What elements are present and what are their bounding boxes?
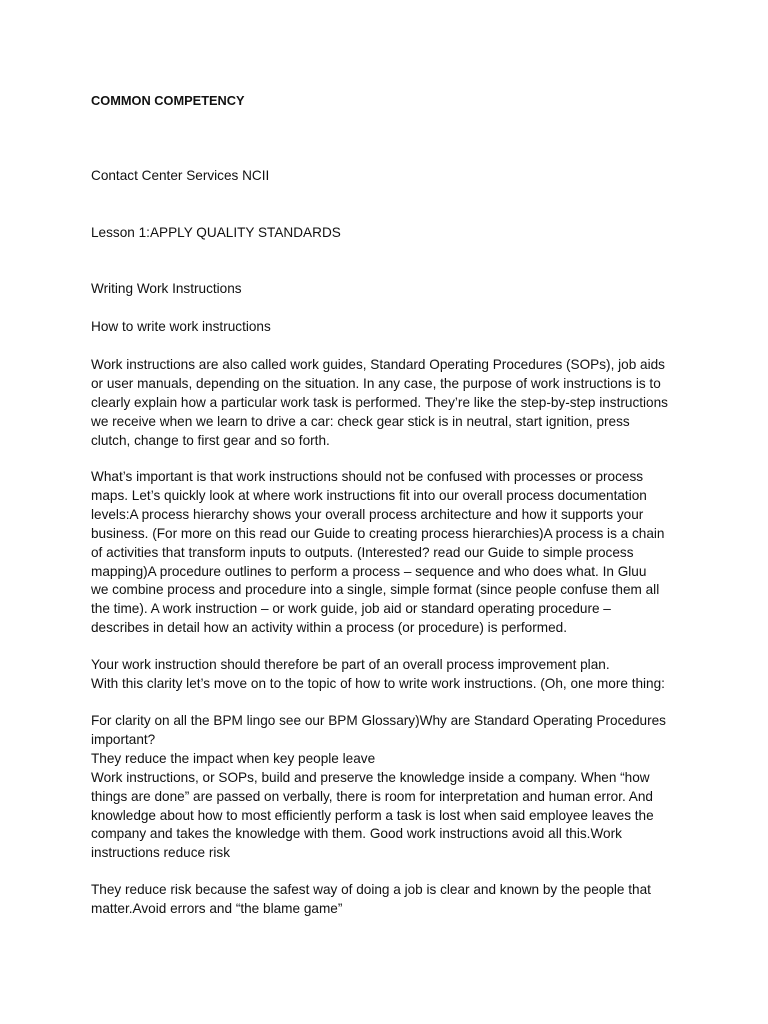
paragraph-line: Work instructions, or SOPs, build and preserve the knowledge inside a company. When “how <box>91 769 650 785</box>
subsection-title: How to write work instructions <box>91 319 271 334</box>
paragraph-line: Work instructions are also called work guides, Standard Operating Procedures (SOPs), job aids <box>91 357 665 372</box>
paragraph-line: the time). A work instruction – or work guide, job aid or standard operating procedure – <box>91 601 611 617</box>
paragraph-line: clearly explain how a particular work task is performed. They’re like the step-by-step instructions <box>91 394 668 410</box>
paragraph-line: For clarity on all the BPM lingo see our BPM Glossary)Why are Standard Operating Procedures <box>91 713 666 728</box>
paragraph-5 <box>91 881 691 919</box>
paragraph-line: clutch, change to first gear and so forth. <box>91 432 330 448</box>
paragraph-line: business. (For more on this read our Guide to creating process hierarchies)A process is a chain <box>91 525 665 541</box>
paragraph-2 <box>91 468 691 638</box>
section-title: Writing Work Instructions <box>91 281 242 296</box>
paragraph-line: things are done” are passed on verbally, there is room for interpretation and human error. And <box>91 788 653 804</box>
paragraph-line: instructions reduce risk <box>91 845 231 861</box>
paragraph-line: company and takes the knowledge with them. Good work instructions avoid all this.Work <box>91 826 622 842</box>
paragraph-3 <box>91 656 691 694</box>
paragraph-line: Your work instruction should therefore be part of an overall process improvement plan. <box>91 657 610 672</box>
paragraph-line: matter.Avoid errors and “the blame game” <box>91 900 343 916</box>
paragraph-4 <box>91 712 691 863</box>
paragraph-line: describes in detail how an activity within a process (or procedure) is performed. <box>91 620 567 636</box>
paragraph-line: maps. Let’s quickly look at where work instructions fit into our overall process documentation <box>91 487 647 503</box>
lesson-title: Lesson 1:APPLY QUALITY STANDARDS <box>91 225 341 240</box>
paragraph-line: What’s important is that work instructions should not be confused with processes or process <box>91 469 644 484</box>
paragraph-line: levels:A process hierarchy shows your overall process architecture and how it supports your <box>91 506 644 522</box>
paragraph-line: or user manuals, depending on the situation. In any case, the purpose of work instructions is to <box>91 375 661 391</box>
paragraph-line: They reduce the impact when key people leave <box>91 750 376 766</box>
course-title: Contact Center Services NCII <box>91 168 270 183</box>
paragraph-line: we receive when we learn to drive a car: check gear stick is in neutral, start ignition, press <box>91 413 630 429</box>
paragraph-1 <box>91 356 691 451</box>
paragraph-line: They reduce risk because the safest way of doing a job is clear and known by the people that <box>91 882 651 897</box>
paragraph-line: With this clarity let’s move on to the topic of how to write work instructions. (Oh, one more thing: <box>91 675 665 691</box>
paragraph-line: important? <box>91 731 156 747</box>
paragraph-line: knowledge about how to most efficiently perform a task is lost when said employee leaves the <box>91 807 654 823</box>
paragraph-line: of activities that transform inputs to outputs. (Interested? read our Guide to simple process <box>91 544 634 560</box>
paragraph-line: mapping)A procedure outlines to perform a process – sequence and who does what. In Gluu <box>91 563 647 579</box>
document-title: COMMON COMPETENCY <box>91 93 245 108</box>
paragraph-line: we combine process and procedure into a single, simple format (since people confuse them all <box>91 582 660 598</box>
